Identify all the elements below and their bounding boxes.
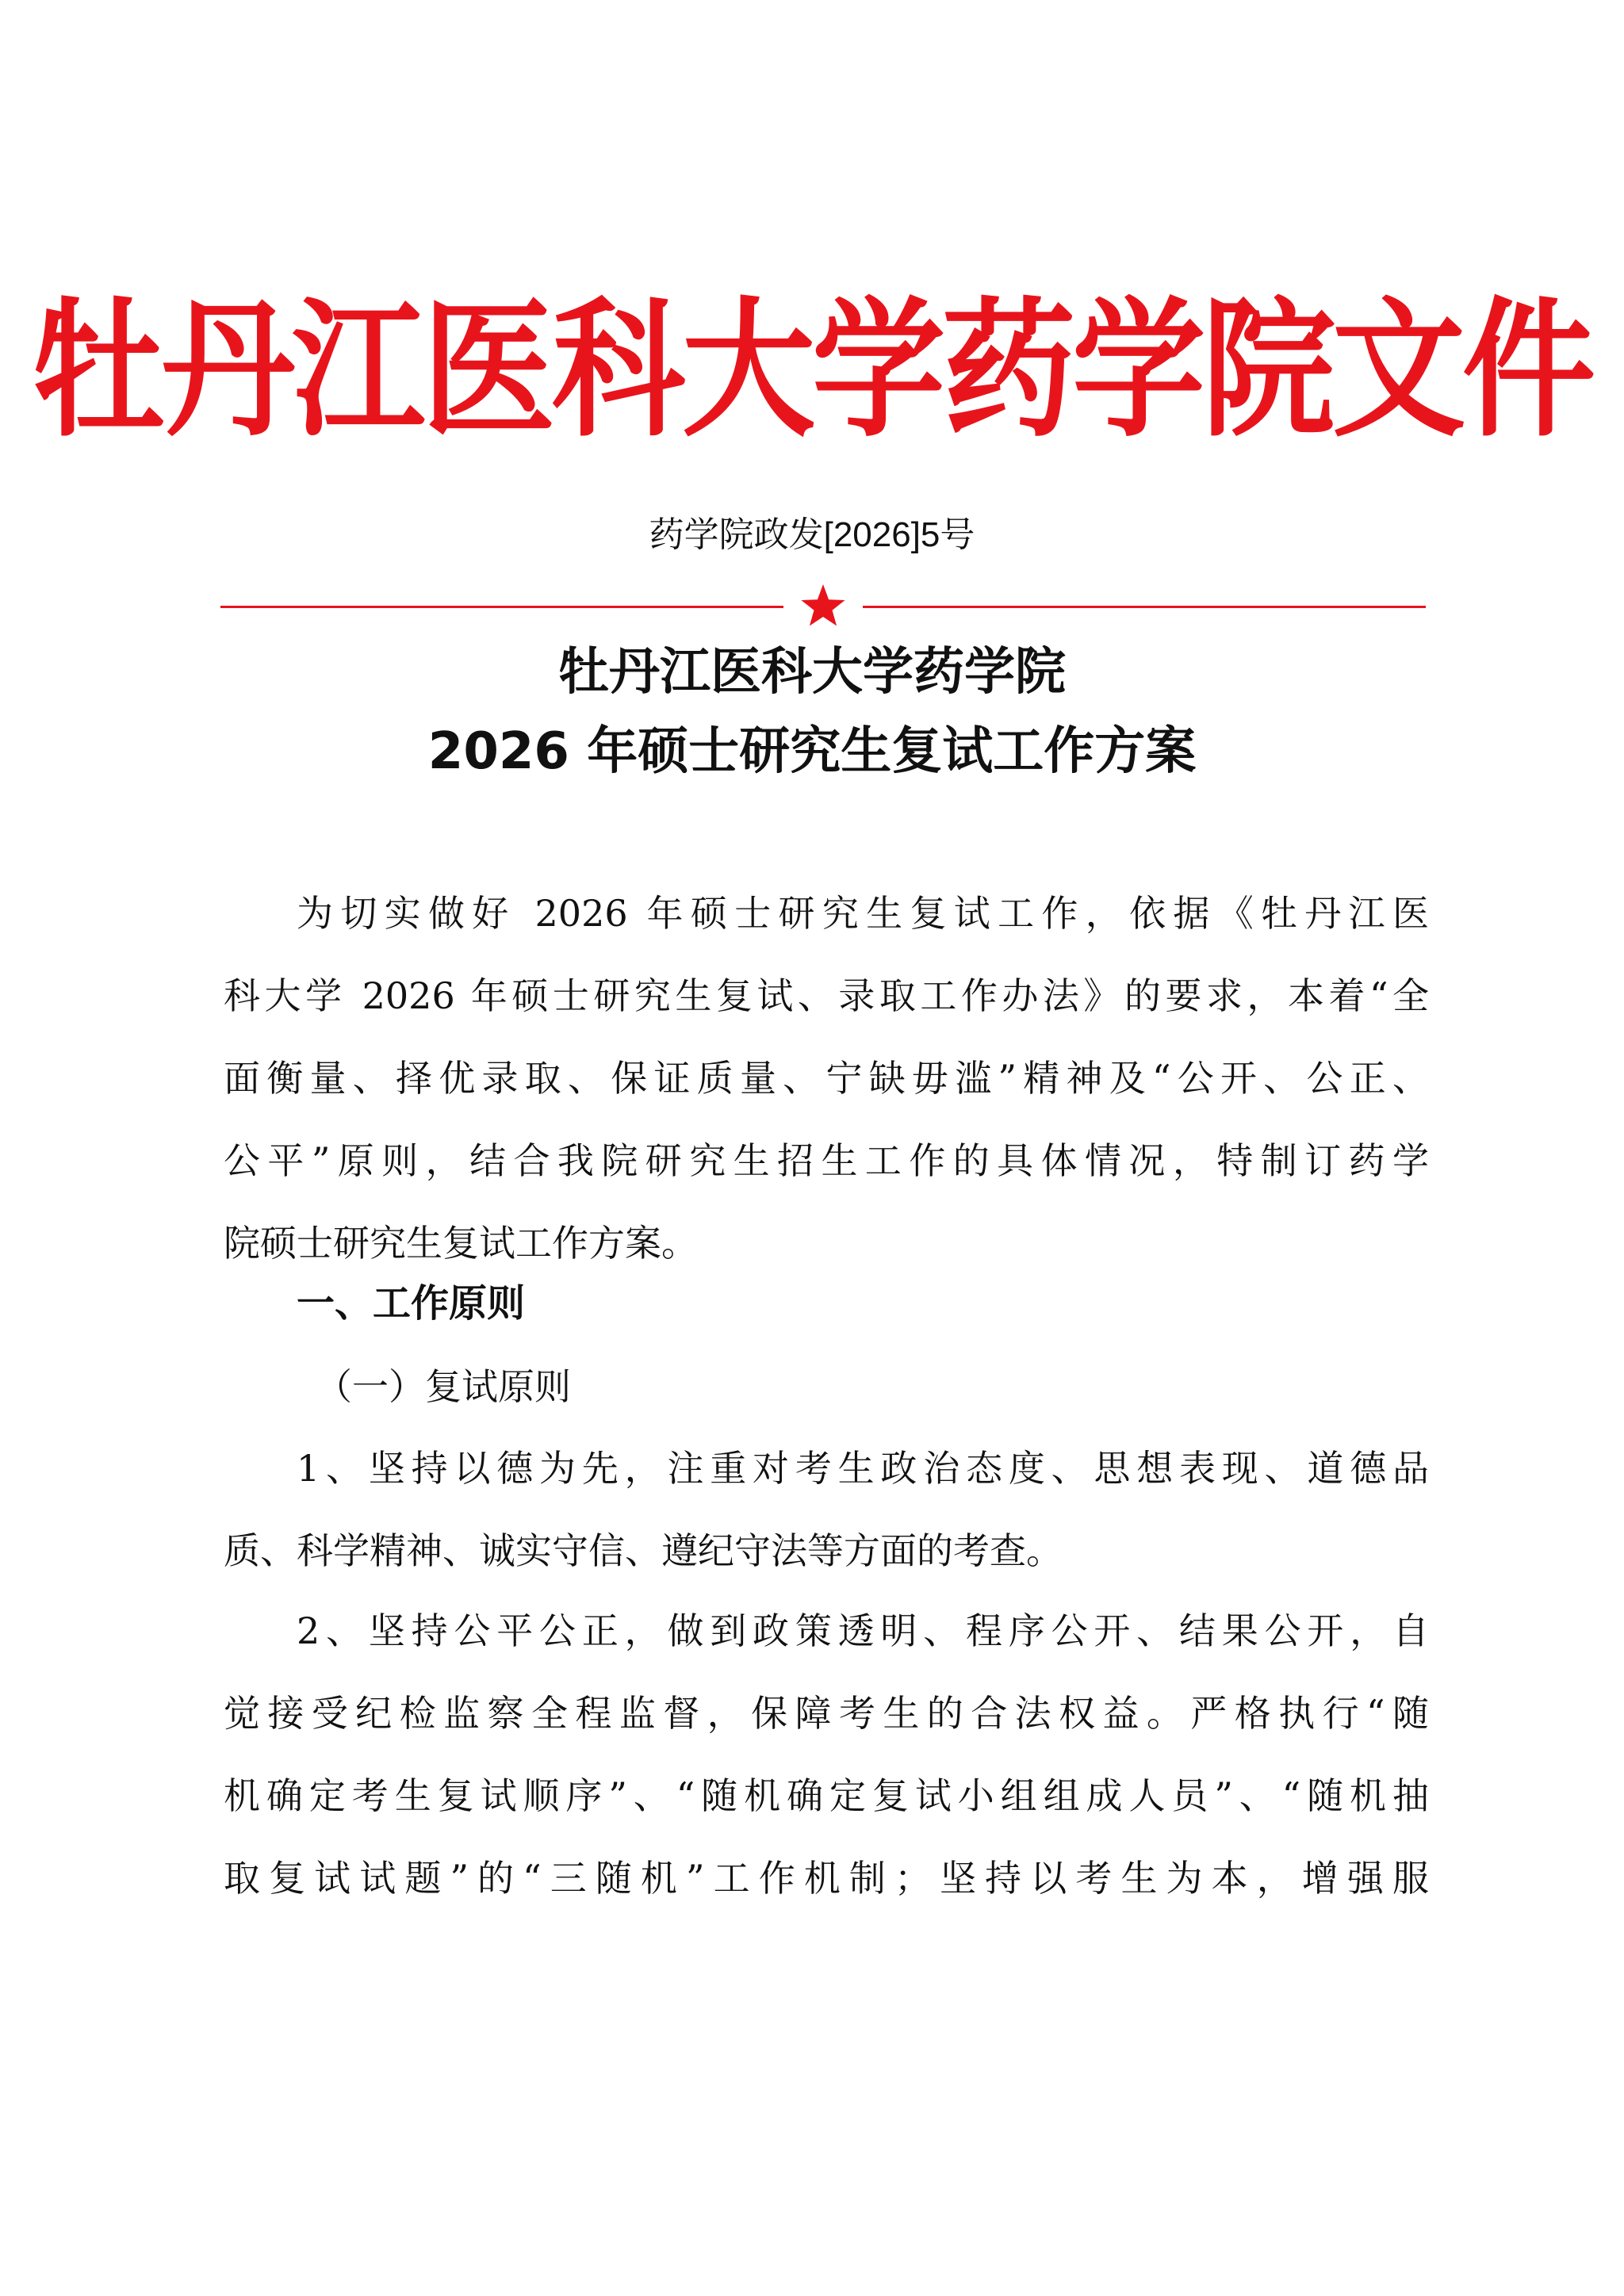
paragraph-line: 科大学 2026 年硕士研究生复试、录取工作办法》的要求，本着“全 (224, 974, 1429, 1017)
paragraph-line: 取复试试题”的“三随机”工作机制；坚持以考生为本，增强服 (224, 1857, 1429, 1900)
star-icon (799, 583, 847, 630)
paragraph-line: 面衡量、择优录取、保证质量、宁缺毋滥”精神及“公开、公正、 (224, 1057, 1429, 1100)
item-2-paragraph (224, 1590, 1429, 1919)
item-1-paragraph (224, 1427, 1429, 1592)
section-heading: 一、工作原则 (297, 1281, 526, 1326)
masthead-title: 牡丹江医科大学药学院文件 (32, 283, 1592, 457)
red-divider (220, 583, 1426, 630)
paragraph-line: 机确定考生复试顺序”、“随机确定复试小组组成人员”、“随机抽 (224, 1774, 1429, 1817)
subsection-heading: （一）复试原则 (316, 1365, 571, 1408)
paragraph-line: 为切实做好 2026 年硕士研究生复试工作，依据《牡丹江医 (297, 892, 1429, 935)
paragraph-line: 质、科学精神、诚实守信、遵纪守法等方面的考查。 (224, 1529, 1063, 1572)
paragraph-line: 院硕士研究生复试工作方案。 (224, 1222, 698, 1265)
document-title-line-2: 2026 年硕士研究生复试工作方案 (427, 722, 1197, 781)
paragraph-line: 1、坚持以德为先，注重对考生政治态度、思想表现、道德品 (297, 1447, 1429, 1490)
paragraph-line: 觉接受纪检监察全程监督，保障考生的合法权益。严格执行“随 (224, 1692, 1429, 1735)
paragraph-line: 2、坚持公平公正，做到政策透明、程序公开、结果公开，自 (297, 1609, 1429, 1652)
paragraph-line: 公平”原则，结合我院研究生招生工作的具体情况，特制订药学 (224, 1139, 1429, 1182)
intro-paragraph (224, 872, 1429, 1284)
divider-line-right (863, 606, 1426, 608)
document-number: 药学院政发[2026]5号 (649, 515, 975, 554)
document-title-line-1: 牡丹江医科大学药学院 (558, 643, 1066, 702)
divider-line-left (220, 606, 783, 608)
